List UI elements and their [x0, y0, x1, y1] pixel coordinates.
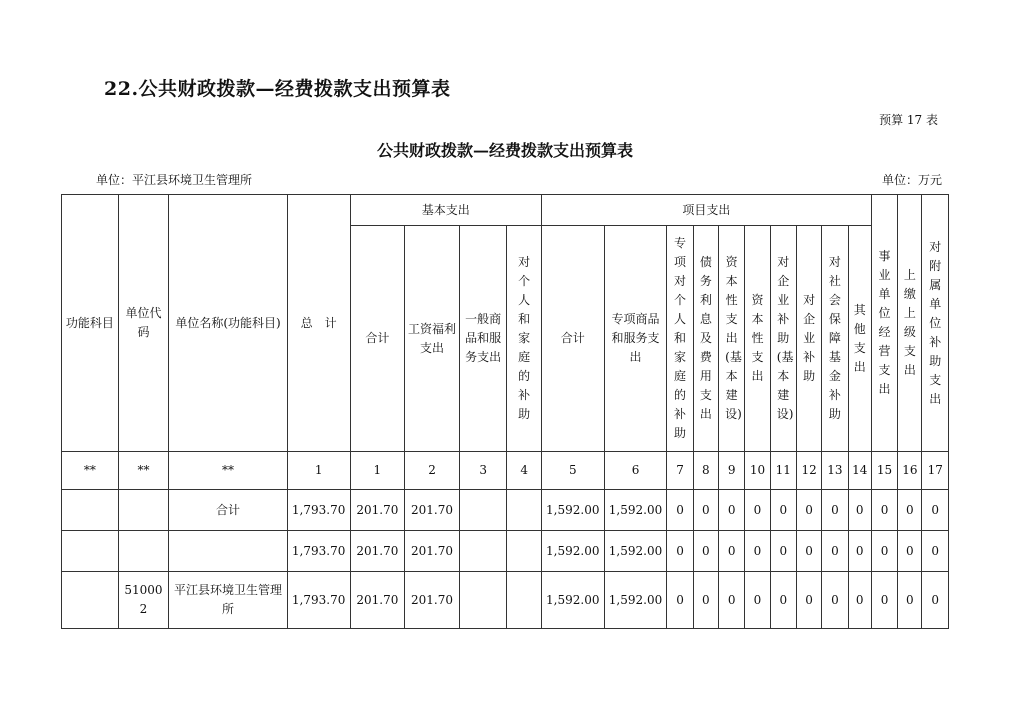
table-cell — [507, 572, 541, 629]
table-cell: 1,793.70 — [287, 490, 350, 531]
table-cell: 1,592.00 — [604, 572, 667, 629]
table-cell: 0 — [693, 572, 718, 629]
table-cell: 0 — [922, 572, 949, 629]
table-cell — [507, 531, 541, 572]
header-total: 总 计 — [287, 195, 350, 452]
table-cell: 9 — [719, 452, 745, 490]
table-number: 预算 17 表 — [879, 113, 938, 127]
table-cell: 10 — [745, 452, 770, 490]
table-cell: 0 — [898, 572, 922, 629]
table-cell: 0 — [667, 531, 693, 572]
table-row — [62, 490, 949, 531]
table-cell: 0 — [796, 531, 821, 572]
currency-unit: 单位：万元 — [881, 173, 942, 187]
table-cell: 2 — [405, 452, 460, 490]
table-cell: 6 — [604, 452, 667, 490]
table-cell: 7 — [667, 452, 693, 490]
table-row — [62, 572, 949, 629]
table-cell: 1,592.00 — [541, 490, 604, 531]
table-cell: 201.70 — [350, 572, 405, 629]
table-cell: 4 — [507, 452, 541, 490]
table-cell: 0 — [796, 490, 821, 531]
table-cell — [507, 490, 541, 531]
table-cell: 16 — [898, 452, 922, 490]
table-cell: 0 — [871, 531, 897, 572]
header-project-5: 资本性支出 — [751, 293, 764, 383]
table-cell: 0 — [770, 490, 796, 531]
table-cell: 510002 — [118, 572, 169, 629]
table-cell: 0 — [922, 531, 949, 572]
table-cell: 0 — [898, 531, 922, 572]
header-project-7: 对企业补助 — [803, 293, 816, 383]
table-cell — [118, 531, 169, 572]
table-cell: 1,793.70 — [287, 572, 350, 629]
table-cell: 1,592.00 — [541, 572, 604, 629]
table-row — [62, 531, 949, 572]
table-cell: 0 — [822, 572, 848, 629]
table-cell: 0 — [770, 531, 796, 572]
header-danwei-name: 单位名称(功能科目) — [169, 195, 287, 452]
table-cell: 201.70 — [405, 531, 460, 572]
table-cell: 13 — [822, 452, 848, 490]
table-cell: ** — [62, 452, 119, 490]
table-cell: 17 — [922, 452, 949, 490]
table-cell: 5 — [541, 452, 604, 490]
table-cell: 8 — [693, 452, 718, 490]
table-cell: 0 — [693, 531, 718, 572]
header-basic-group: 基本支出 — [350, 195, 541, 226]
table-cell: 1 — [350, 452, 405, 490]
table-cell: 0 — [871, 572, 897, 629]
table-cell: 0 — [745, 531, 770, 572]
header-project-4: 资本性支出(基本建设) — [725, 255, 742, 421]
header-basic-0: 合计 — [350, 226, 405, 452]
header-extra-2: 对附属单位补助支出 — [929, 239, 942, 406]
header-project-2: 专项对个人和家庭的补助 — [674, 236, 687, 440]
header-extra-cell — [871, 195, 897, 452]
header-project-cell — [745, 226, 770, 452]
table-cell: 201.70 — [405, 490, 460, 531]
header-extra-1: 上缴上级支出 — [903, 268, 916, 377]
table-cell: 0 — [693, 490, 718, 531]
table-cell: 0 — [667, 490, 693, 531]
table-cell: 1 — [287, 452, 350, 490]
table-cell — [459, 531, 507, 572]
header-project-0: 合计 — [541, 226, 604, 452]
table-cell: 0 — [848, 572, 871, 629]
table-cell — [62, 572, 119, 629]
header-basic-1: 工资福利支出 — [405, 226, 460, 452]
table-cell: 201.70 — [350, 490, 405, 531]
header-project-cell — [667, 226, 693, 452]
table-cell: 0 — [796, 572, 821, 629]
table-cell: 1,793.70 — [287, 531, 350, 572]
table-cell: 0 — [822, 531, 848, 572]
table-cell — [169, 531, 287, 572]
table-cell — [459, 490, 507, 531]
table-cell: 0 — [848, 531, 871, 572]
table-title: 公共财政拨款—经费拨款支出预算表 — [376, 141, 633, 160]
header-extra-cell — [922, 195, 949, 452]
table-cell: 0 — [667, 572, 693, 629]
table-cell: ** — [118, 452, 169, 490]
document-title: 22.公共财政拨款—经费拨款支出预算表 — [104, 78, 451, 100]
header-basic-cell — [507, 226, 541, 452]
table-cell: 1,592.00 — [541, 531, 604, 572]
table-cell: ** — [169, 452, 287, 490]
header-project-cell — [719, 226, 745, 452]
table-cell: 0 — [745, 572, 770, 629]
table-cell: 201.70 — [405, 572, 460, 629]
header-project-1: 专项商品和服务支出 — [604, 226, 667, 452]
header-basic-3: 对个人和家庭的补助 — [518, 255, 531, 421]
table-cell: 1,592.00 — [604, 490, 667, 531]
table-cell: 0 — [719, 531, 745, 572]
header-project-group: 项目支出 — [541, 195, 871, 226]
table-cell: 0 — [770, 572, 796, 629]
table-cell — [118, 490, 169, 531]
table-cell: 0 — [871, 490, 897, 531]
header-project-cell — [822, 226, 848, 452]
table-cell: 0 — [745, 490, 770, 531]
table-cell: 0 — [922, 490, 949, 531]
table-cell: 0 — [822, 490, 848, 531]
table-cell: 201.70 — [350, 531, 405, 572]
header-basic-2: 一般商品和服务支出 — [459, 226, 507, 452]
header-project-8: 对社会保障基金补助 — [828, 255, 841, 421]
header-project-cell — [693, 226, 718, 452]
unit-name: 单位：平江县环境卫生管理所 — [96, 173, 253, 187]
header-project-3: 债务利息及费用支出 — [699, 255, 712, 421]
table-cell: 合计 — [169, 490, 287, 531]
table-cell: 11 — [770, 452, 796, 490]
header-extra-cell — [898, 195, 922, 452]
table-cell: 1,592.00 — [604, 531, 667, 572]
table-cell — [62, 531, 119, 572]
table-cell: 14 — [848, 452, 871, 490]
table-cell — [459, 572, 507, 629]
budget-table — [61, 194, 949, 629]
table-cell: 0 — [719, 572, 745, 629]
header-gongneng: 功能科目 — [62, 195, 119, 452]
table-cell: 0 — [719, 490, 745, 531]
header-extra-0: 事业单位经营支出 — [878, 249, 891, 396]
header-project-9: 其他支出 — [853, 302, 866, 374]
header-project-cell — [848, 226, 871, 452]
table-cell: 15 — [871, 452, 897, 490]
table-cell: 0 — [898, 490, 922, 531]
index-row — [62, 452, 949, 490]
table-cell: 12 — [796, 452, 821, 490]
table-cell: 平江县环境卫生管理所 — [169, 572, 287, 629]
header-project-cell — [770, 226, 796, 452]
table-cell: 3 — [459, 452, 507, 490]
table-cell — [62, 490, 119, 531]
header-project-cell — [796, 226, 821, 452]
header-danwei-code: 单位代码 — [118, 195, 169, 452]
header-project-6: 对企业补助(基本建设) — [776, 255, 794, 421]
table-cell: 0 — [848, 490, 871, 531]
